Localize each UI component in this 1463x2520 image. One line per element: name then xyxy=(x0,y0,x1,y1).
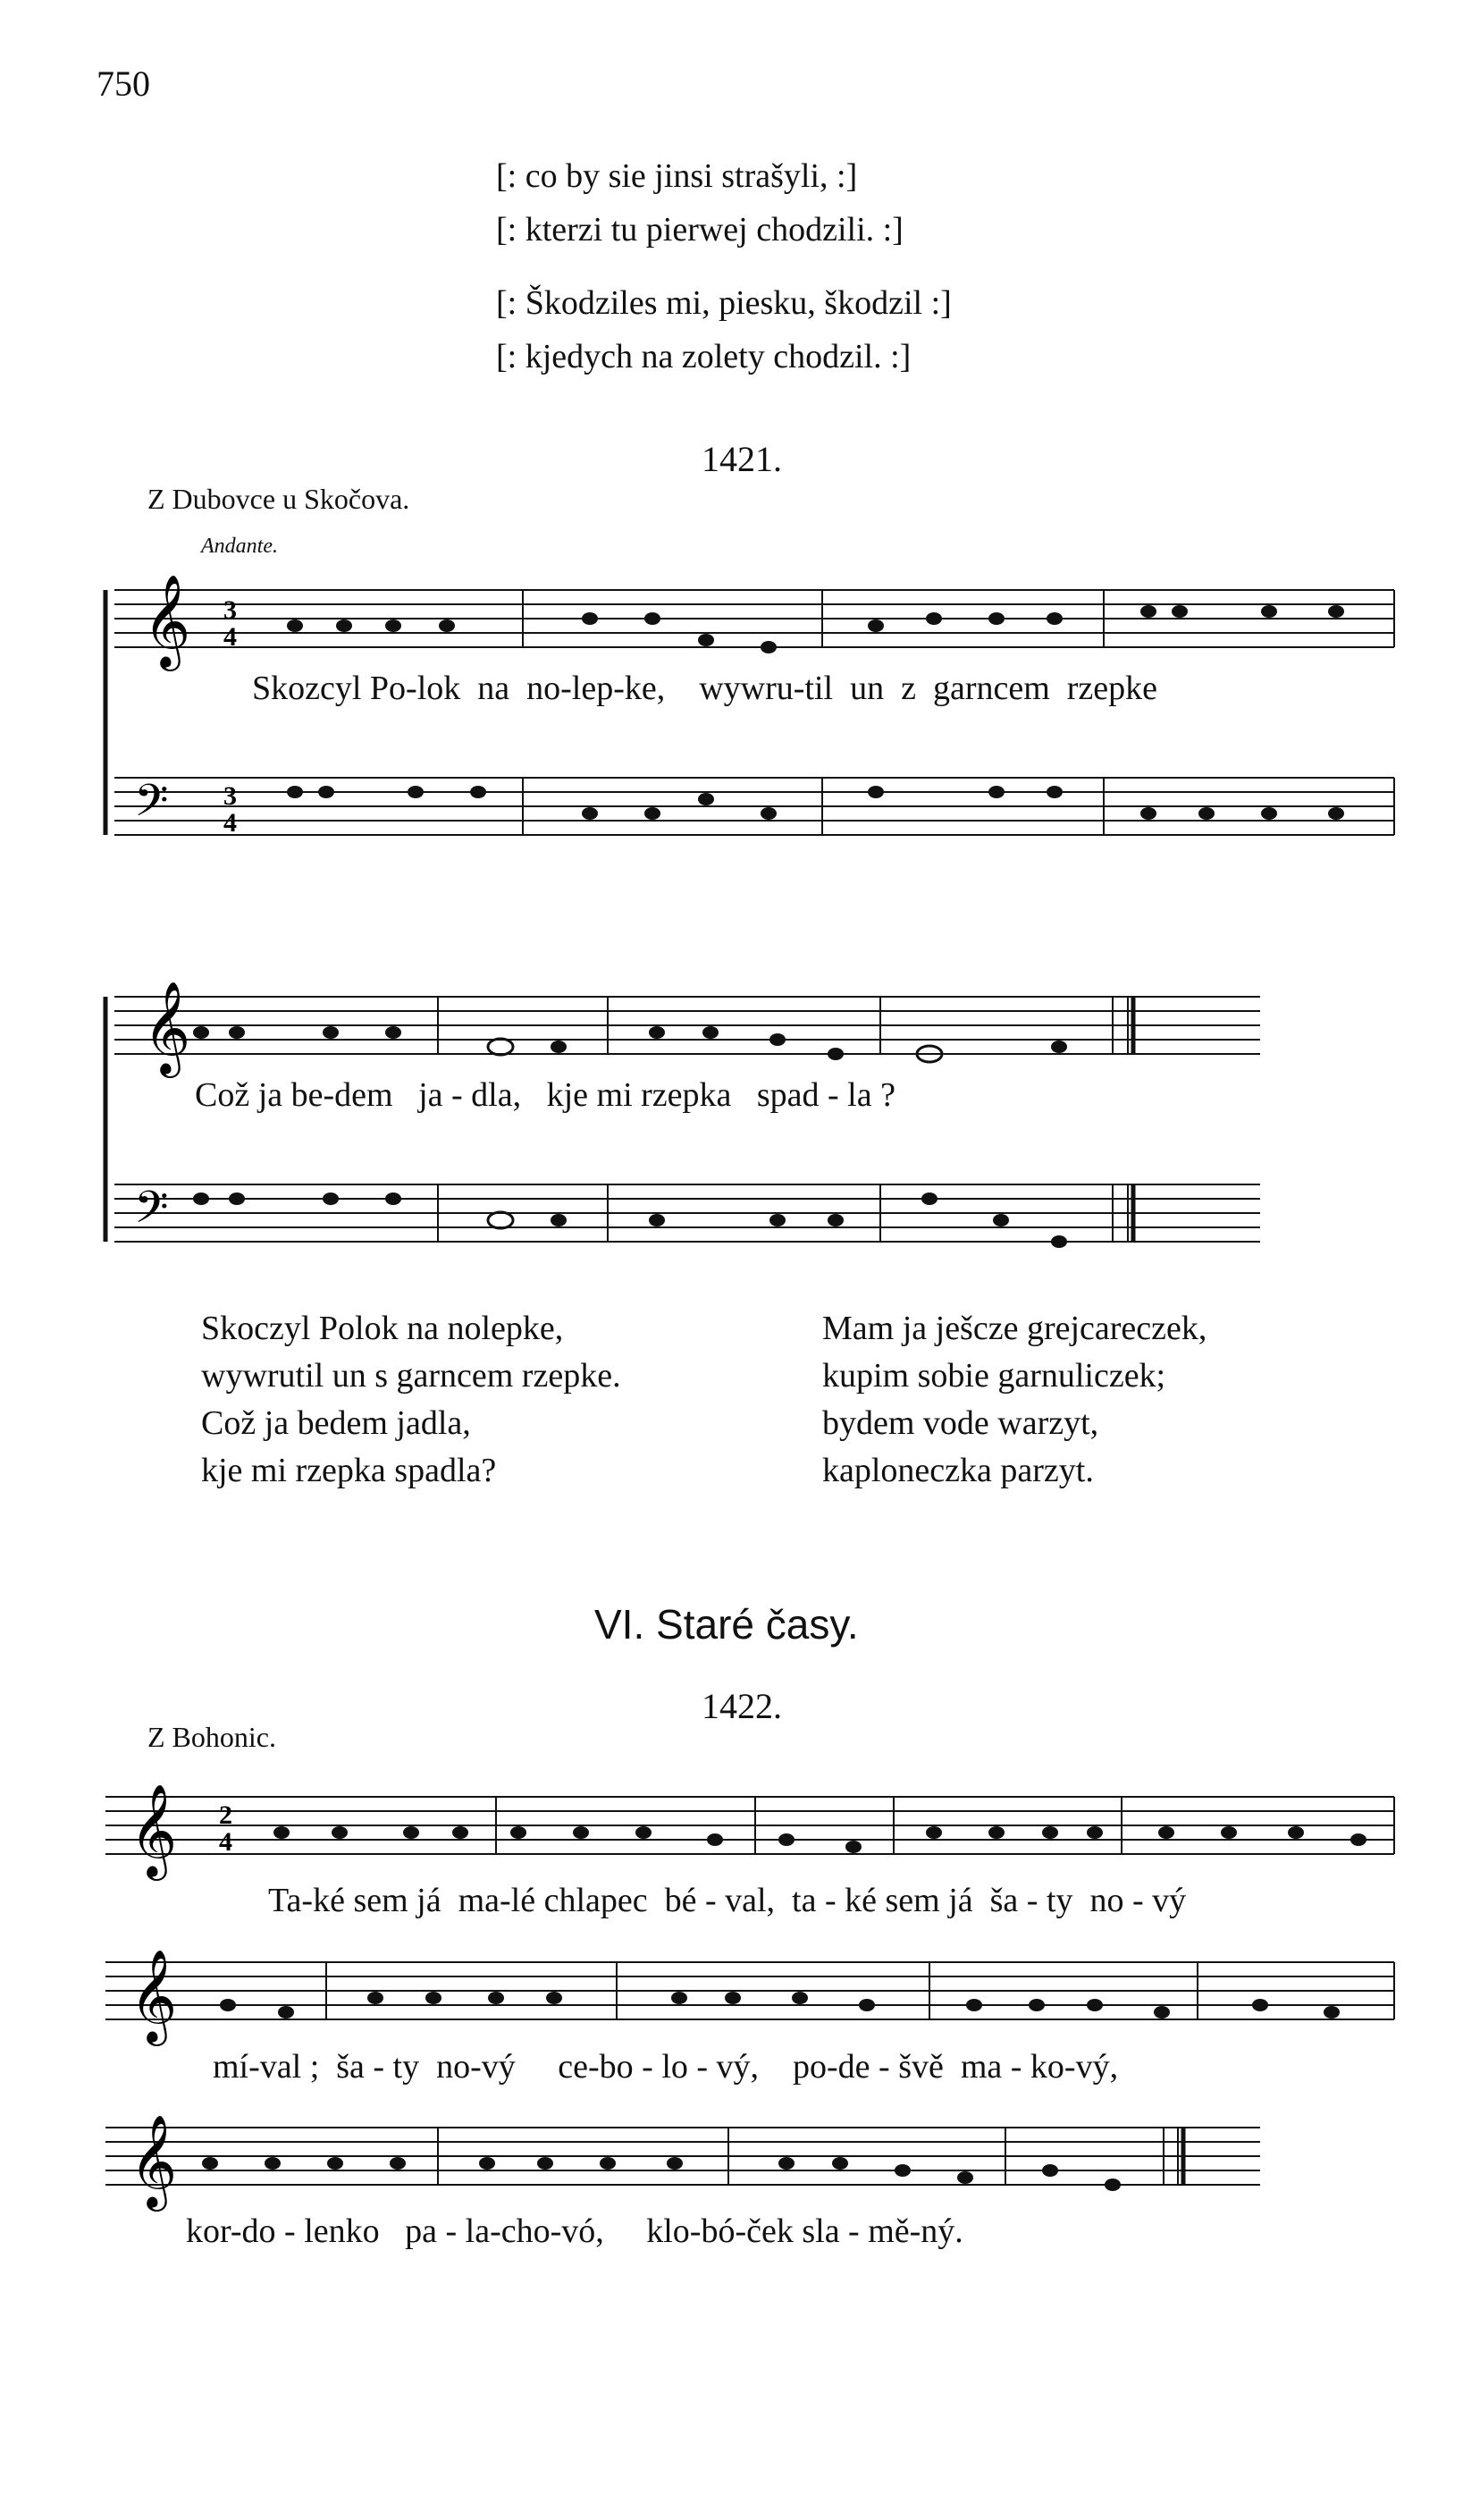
treble-clef-icon: 𝄞 xyxy=(143,981,191,1075)
lyrics-line: Skozcyl Po-lok na no-lep-ke, wywru-til un z garncem rzepke xyxy=(252,670,1158,707)
tempo-marking: Andante. xyxy=(201,535,278,558)
song-origin: Z Bohonic. xyxy=(147,1721,276,1753)
stanza-line: kje mi rzepka spadla? xyxy=(201,1452,497,1489)
stanza-line: bydem vode warzyt, xyxy=(822,1404,1099,1442)
music-system-1 xyxy=(0,563,1463,858)
continuation-verse-line: [: kterzi tu pierwej chodzili. :] xyxy=(496,211,904,249)
bass-staff xyxy=(114,778,1394,835)
noteheads xyxy=(193,1026,1067,1248)
song-number: 1421. xyxy=(702,439,782,479)
treble-staff xyxy=(114,997,1260,1054)
melody-staff-2 xyxy=(0,1944,1463,2052)
svg-text:4: 4 xyxy=(223,622,237,652)
treble-staff xyxy=(114,590,1394,647)
svg-text:2: 2 xyxy=(219,1800,232,1830)
treble-clef-icon: 𝄞 xyxy=(130,2114,178,2208)
music-system-2 xyxy=(0,970,1463,1265)
treble-clef-icon: 𝄞 xyxy=(130,1949,178,2043)
bass-clef-icon: 𝄢 xyxy=(134,1182,169,1244)
stanza-line: kaploneczka parzyt. xyxy=(822,1452,1094,1489)
noteheads xyxy=(202,2157,1121,2191)
section-heading: VI. Staré časy. xyxy=(594,1601,859,1648)
stanza-line: Mam ja ješcze grejcareczek, xyxy=(822,1310,1207,1347)
bass-clef-icon: 𝄢 xyxy=(134,775,169,838)
continuation-verse-line: [: co by sie jinsi strašyli, :] xyxy=(496,157,858,195)
treble-clef-icon: 𝄞 xyxy=(143,574,191,668)
stanza-line: Což ja bedem jadla, xyxy=(201,1404,471,1442)
svg-text:4: 4 xyxy=(223,808,237,838)
lyrics-line: Což ja be-dem ja - dla, kje mi rzepka spad - la ? xyxy=(195,1076,895,1114)
stanza-1 xyxy=(201,1305,621,1495)
treble-clef-icon: 𝄞 xyxy=(130,1783,178,1877)
melody-staff-3 xyxy=(0,2110,1463,2217)
stanza-2 xyxy=(822,1305,1207,1495)
lyrics-line: Ta-ké sem já ma-lé chlapec bé - val, ta - ké sem já ša - ty no - vý xyxy=(268,1882,1187,1919)
noteheads xyxy=(287,605,1344,820)
melody-staff-1 xyxy=(0,1779,1463,1886)
stanza-line: Skoczyl Polok na nolepke, xyxy=(201,1310,564,1347)
svg-text:3: 3 xyxy=(223,595,237,625)
continuation-verse-line: [: kjedych na zolety chodzil. :] xyxy=(496,338,912,375)
continuation-verse-line: [: Škodziles mi, piesku, škodzil :] xyxy=(496,284,952,322)
song-origin: Z Dubovce u Skočova. xyxy=(147,483,410,515)
bass-staff xyxy=(114,1184,1260,1242)
lyrics-line: mí-val ; ša - ty no-vý ce-bo - lo - vý, po-de - švě ma - ko-vý, xyxy=(213,2048,1119,2086)
stanza-line: kupim sobie garnuliczek; xyxy=(822,1357,1166,1395)
svg-text:3: 3 xyxy=(223,781,237,811)
lyrics-line: kor-do - lenko pa - la-cho-vó, klo-bó-ček sla - mě-ný. xyxy=(186,2212,963,2250)
svg-text:4: 4 xyxy=(219,1827,232,1857)
stanza-line: wywrutil un s garncem rzepke. xyxy=(201,1357,621,1395)
page-number: 750 xyxy=(97,63,150,104)
song-number: 1422. xyxy=(702,1686,782,1726)
